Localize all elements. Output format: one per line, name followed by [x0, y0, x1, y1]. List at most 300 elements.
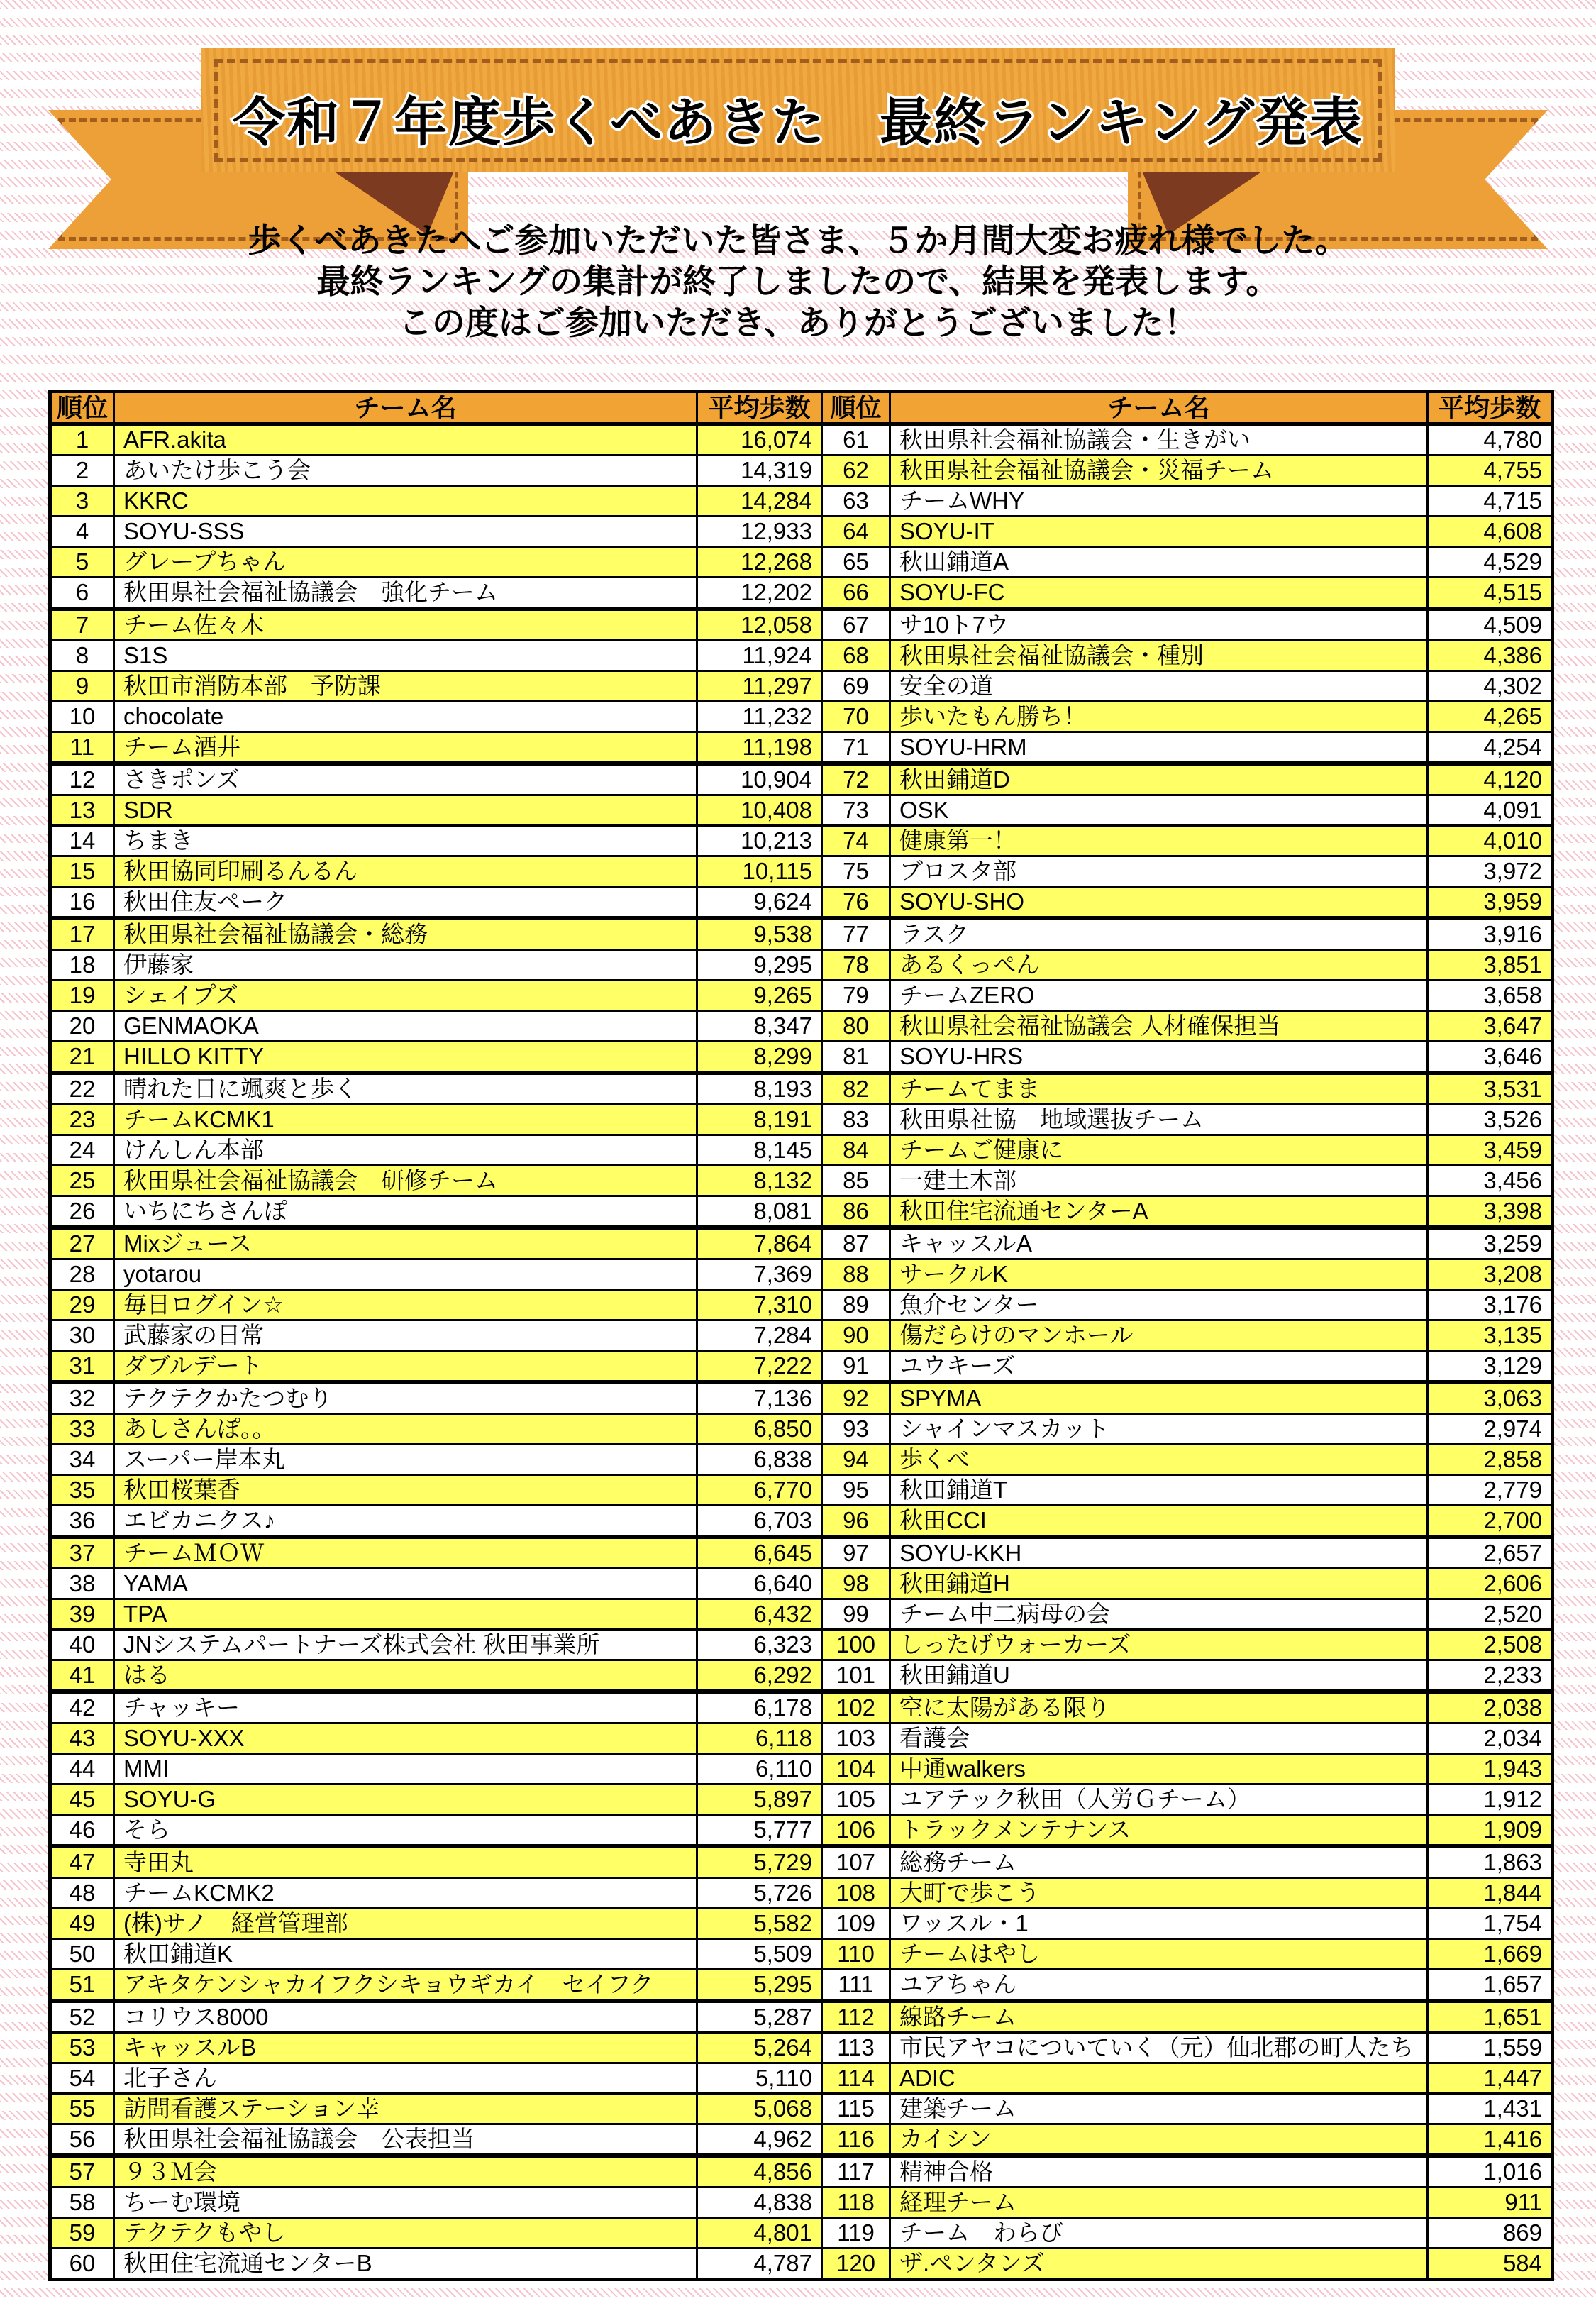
- left-rank-cell: 30: [50, 1320, 114, 1351]
- table-row: [50, 2249, 1553, 2280]
- right-rank-cell: 103: [822, 1723, 890, 1754]
- table-row: [50, 1723, 1553, 1754]
- right-rank-cell: 63: [822, 486, 890, 517]
- right-team-cell: チーム中二病母の会: [890, 1599, 1428, 1630]
- left-rank-cell: 35: [50, 1475, 114, 1506]
- right-team-cell: 線路チーム: [890, 2001, 1428, 2033]
- right-team-cell: チーム わらび: [890, 2218, 1428, 2249]
- table-row: [50, 1660, 1553, 1692]
- left-team-cell: エビカニクス♪: [114, 1506, 697, 1538]
- left-rank-cell: 15: [50, 856, 114, 887]
- right-steps-cell: 911: [1428, 2188, 1553, 2218]
- left-team-cell: ダブルデート: [114, 1351, 697, 1383]
- right-team-cell: チームWHY: [890, 486, 1428, 517]
- left-rank-cell: 50: [50, 1939, 114, 1970]
- right-team-cell: SOYU-HRM: [890, 732, 1428, 764]
- left-team-cell: あいたけ歩こう会: [114, 456, 697, 486]
- right-team-cell: SOYU-SHO: [890, 887, 1428, 919]
- left-rank-cell: 26: [50, 1196, 114, 1228]
- left-team-cell: チーム佐々木: [114, 609, 697, 641]
- right-rank-cell: 86: [822, 1196, 890, 1228]
- table-row: [50, 1754, 1553, 1784]
- right-steps-cell: 1,844: [1428, 1878, 1553, 1909]
- table-row: [50, 578, 1553, 609]
- right-rank-cell: 85: [822, 1166, 890, 1196]
- right-steps-cell: 869: [1428, 2218, 1553, 2249]
- right-steps-cell: 3,972: [1428, 856, 1553, 887]
- right-team-cell: 魚介センター: [890, 1290, 1428, 1320]
- table-row: [50, 2156, 1553, 2188]
- left-rank-cell: 19: [50, 981, 114, 1011]
- ranking-table-body: [50, 424, 1553, 2280]
- right-rank-cell: 91: [822, 1351, 890, 1383]
- left-steps-cell: 4,838: [697, 2188, 822, 2218]
- left-rank-cell: 14: [50, 826, 114, 856]
- left-team-cell: ちーむ環境: [114, 2188, 697, 2218]
- right-team-cell: 歩いたもん勝ち！: [890, 702, 1428, 732]
- right-steps-cell: 3,135: [1428, 1320, 1553, 1351]
- left-rank-cell: 3: [50, 486, 114, 517]
- left-steps-cell: 5,726: [697, 1878, 822, 1909]
- intro-text: [0, 220, 1596, 343]
- left-rank-cell: 12: [50, 763, 114, 795]
- table-row: [50, 732, 1553, 764]
- left-steps-cell: 9,538: [697, 918, 822, 950]
- left-team-cell: 秋田県社会福祉協議会 公表担当: [114, 2124, 697, 2156]
- left-rank-cell: 57: [50, 2156, 114, 2188]
- right-team-cell: 総務チーム: [890, 1846, 1428, 1878]
- right-rank-cell: 68: [822, 641, 890, 671]
- right-steps-cell: 3,647: [1428, 1011, 1553, 1042]
- left-team-cell: SDR: [114, 795, 697, 826]
- right-rank-cell: 73: [822, 795, 890, 826]
- right-steps-cell: 1,943: [1428, 1754, 1553, 1784]
- left-team-cell: チームKCMK2: [114, 1878, 697, 1909]
- left-rank-cell: 45: [50, 1784, 114, 1815]
- right-rank-cell: 109: [822, 1909, 890, 1939]
- right-steps-cell: 3,208: [1428, 1259, 1553, 1290]
- right-steps-cell: 4,265: [1428, 702, 1553, 732]
- right-team-cell: キャッスルA: [890, 1228, 1428, 1259]
- left-steps-cell: 8,145: [697, 1135, 822, 1166]
- right-team-cell: 市民アヤコについていく（元）仙北郡の町人たち: [890, 2033, 1428, 2063]
- left-rank-cell: 28: [50, 1259, 114, 1290]
- left-rank-cell: 40: [50, 1630, 114, 1660]
- right-team-cell: 秋田県社会福祉協議会 人材確保担当: [890, 1011, 1428, 1042]
- left-rank-cell: 39: [50, 1599, 114, 1630]
- right-steps-cell: 3,531: [1428, 1073, 1553, 1105]
- right-rank-cell: 72: [822, 763, 890, 795]
- right-team-cell: 秋田県社会福祉協議会・生きがい: [890, 424, 1428, 456]
- right-rank-cell: 89: [822, 1290, 890, 1320]
- left-team-cell: 秋田住宅流通センターB: [114, 2249, 697, 2280]
- left-steps-cell: 4,787: [697, 2249, 822, 2280]
- right-steps-cell: 4,608: [1428, 517, 1553, 547]
- left-team-cell: TPA: [114, 1599, 697, 1630]
- left-steps-cell: 4,801: [697, 2218, 822, 2249]
- right-team-cell: 安全の道: [890, 671, 1428, 702]
- right-steps-cell: 3,851: [1428, 950, 1553, 981]
- right-team-cell: 一建土木部: [890, 1166, 1428, 1196]
- right-rank-cell: 113: [822, 2033, 890, 2063]
- right-rank-cell: 101: [822, 1660, 890, 1692]
- right-team-cell: 経理チーム: [890, 2188, 1428, 2218]
- intro-line-3: この度はご参加いただき、ありがとうございました！: [398, 304, 1198, 341]
- left-steps-cell: 6,432: [697, 1599, 822, 1630]
- left-team-cell: chocolate: [114, 702, 697, 732]
- right-team-cell: 大町で歩こう: [890, 1878, 1428, 1909]
- right-team-cell: 建築チーム: [890, 2094, 1428, 2124]
- right-rank-cell: 66: [822, 578, 890, 609]
- left-team-cell: ９３Ｍ会: [114, 2156, 697, 2188]
- left-steps-cell: 9,265: [697, 981, 822, 1011]
- right-rank-cell: 97: [822, 1537, 890, 1569]
- left-steps-cell: 10,408: [697, 795, 822, 826]
- left-rank-cell: 52: [50, 2001, 114, 2033]
- left-steps-cell: 5,729: [697, 1846, 822, 1878]
- table-row: [50, 1599, 1553, 1630]
- left-team-cell: 訪問看護ステーション幸: [114, 2094, 697, 2124]
- right-rank-cell: 95: [822, 1475, 890, 1506]
- left-team-cell: そら: [114, 1815, 697, 1847]
- right-rank-cell: 62: [822, 456, 890, 486]
- right-steps-cell: 3,456: [1428, 1166, 1553, 1196]
- left-team-cell: 秋田県社会福祉協議会・総務: [114, 918, 697, 950]
- table-row: [50, 1382, 1553, 1414]
- right-rank-cell: 118: [822, 2188, 890, 2218]
- left-rank-cell: 33: [50, 1414, 114, 1445]
- left-steps-cell: 5,509: [697, 1939, 822, 1970]
- right-rank-cell: 115: [822, 2094, 890, 2124]
- right-rank-cell: 116: [822, 2124, 890, 2156]
- right-rank-cell: 100: [822, 1630, 890, 1660]
- left-team-cell: 秋田鋪道K: [114, 1939, 697, 1970]
- left-steps-cell: 16,074: [697, 424, 822, 456]
- left-steps-cell: 6,323: [697, 1630, 822, 1660]
- table-row: [50, 1630, 1553, 1660]
- left-steps-cell: 5,068: [697, 2094, 822, 2124]
- right-rank-cell: 112: [822, 2001, 890, 2033]
- right-team-cell: 秋田CCI: [890, 1506, 1428, 1538]
- right-team-cell: 歩くべ: [890, 1445, 1428, 1475]
- table-row: [50, 2033, 1553, 2063]
- right-rank-cell: 120: [822, 2249, 890, 2280]
- left-steps-cell: 5,264: [697, 2033, 822, 2063]
- right-rank-cell: 65: [822, 547, 890, 578]
- right-steps-cell: 3,646: [1428, 1042, 1553, 1074]
- left-steps-cell: 7,369: [697, 1259, 822, 1290]
- right-steps-cell: 4,302: [1428, 671, 1553, 702]
- right-steps-cell: 1,657: [1428, 1970, 1553, 2002]
- right-steps-cell: 1,431: [1428, 2094, 1553, 2124]
- right-steps-cell: 4,120: [1428, 763, 1553, 795]
- right-rank-cell: 84: [822, 1135, 890, 1166]
- table-row: [50, 1228, 1553, 1259]
- right-team-cell: ADIC: [890, 2063, 1428, 2094]
- right-steps-cell: 2,038: [1428, 1692, 1553, 1723]
- table-row: [50, 795, 1553, 826]
- right-team-cell: SOYU-KKH: [890, 1537, 1428, 1569]
- left-steps-cell: 8,299: [697, 1042, 822, 1074]
- right-steps-cell: 3,176: [1428, 1290, 1553, 1320]
- right-team-cell: ブロスタ部: [890, 856, 1428, 887]
- left-team-cell: スーパー岸本丸: [114, 1445, 697, 1475]
- right-team-cell: チームご健康に: [890, 1135, 1428, 1166]
- table-row: [50, 1105, 1553, 1135]
- table-row: [50, 1970, 1553, 2002]
- left-rank-cell: 37: [50, 1537, 114, 1569]
- right-rank-cell: 79: [822, 981, 890, 1011]
- right-steps-cell: 2,779: [1428, 1475, 1553, 1506]
- left-rank-cell: 59: [50, 2218, 114, 2249]
- left-rank-cell: 21: [50, 1042, 114, 1074]
- left-rank-cell: 9: [50, 671, 114, 702]
- right-rank-cell: 74: [822, 826, 890, 856]
- table-row: [50, 1846, 1553, 1878]
- right-team-cell: 健康第一！: [890, 826, 1428, 856]
- table-row: [50, 918, 1553, 950]
- right-team-cell: サ10ト7ウ: [890, 609, 1428, 641]
- left-rank-cell: 41: [50, 1660, 114, 1692]
- table-row: [50, 547, 1553, 578]
- left-team-cell: アキタケンシャカイフクシキョウギカイ セイフク: [114, 1970, 697, 2002]
- left-team-cell: 北子さん: [114, 2063, 697, 2094]
- table-row: [50, 981, 1553, 1011]
- right-steps-cell: 2,974: [1428, 1414, 1553, 1445]
- left-steps-cell: 8,347: [697, 1011, 822, 1042]
- left-rank-cell: 48: [50, 1878, 114, 1909]
- left-steps-cell: 12,933: [697, 517, 822, 547]
- right-rank-cell: 94: [822, 1445, 890, 1475]
- left-rank-cell: 44: [50, 1754, 114, 1784]
- right-team-cell: チームてまま: [890, 1073, 1428, 1105]
- header-rank-left: 順位: [50, 392, 114, 424]
- right-rank-cell: 80: [822, 1011, 890, 1042]
- right-rank-cell: 102: [822, 1692, 890, 1723]
- left-steps-cell: 8,193: [697, 1073, 822, 1105]
- right-rank-cell: 88: [822, 1259, 890, 1290]
- table-row: [50, 1784, 1553, 1815]
- table-row: [50, 2124, 1553, 2156]
- left-rank-cell: 10: [50, 702, 114, 732]
- right-rank-cell: 107: [822, 1846, 890, 1878]
- left-team-cell: グレープちゃん: [114, 547, 697, 578]
- left-steps-cell: 6,703: [697, 1506, 822, 1538]
- left-team-cell: HILLO KITTY: [114, 1042, 697, 1074]
- right-steps-cell: 4,386: [1428, 641, 1553, 671]
- left-team-cell: さきポンズ: [114, 763, 697, 795]
- table-row: [50, 1445, 1553, 1475]
- left-team-cell: 寺田丸: [114, 1846, 697, 1878]
- left-team-cell: 伊藤家: [114, 950, 697, 981]
- right-team-cell: シャインマスカット: [890, 1414, 1428, 1445]
- left-rank-cell: 16: [50, 887, 114, 919]
- left-steps-cell: 4,962: [697, 2124, 822, 2156]
- left-team-cell: GENMAOKA: [114, 1011, 697, 1042]
- right-team-cell: 秋田住宅流通センターA: [890, 1196, 1428, 1228]
- right-steps-cell: 1,754: [1428, 1909, 1553, 1939]
- right-rank-cell: 64: [822, 517, 890, 547]
- left-rank-cell: 18: [50, 950, 114, 981]
- right-rank-cell: 75: [822, 856, 890, 887]
- left-team-cell: 秋田県社会福祉協議会 研修チーム: [114, 1166, 697, 1196]
- right-team-cell: しったげウォーカーズ: [890, 1630, 1428, 1660]
- table-header-row: [50, 392, 1553, 424]
- left-steps-cell: 12,268: [697, 547, 822, 578]
- table-row: [50, 456, 1553, 486]
- table-row: [50, 517, 1553, 547]
- table-row: [50, 1320, 1553, 1351]
- right-steps-cell: 3,658: [1428, 981, 1553, 1011]
- banner-title: 令和７年度歩くべあきた 最終ランキング発表: [233, 93, 1363, 152]
- left-team-cell: シェイプズ: [114, 981, 697, 1011]
- right-steps-cell: 3,916: [1428, 918, 1553, 950]
- right-team-cell: SOYU-FC: [890, 578, 1428, 609]
- table-row: [50, 1166, 1553, 1196]
- right-team-cell: SOYU-IT: [890, 517, 1428, 547]
- right-team-cell: 中通walkers: [890, 1754, 1428, 1784]
- left-team-cell: yotarou: [114, 1259, 697, 1290]
- left-steps-cell: 10,115: [697, 856, 822, 887]
- table-row: [50, 1196, 1553, 1228]
- table-row: [50, 826, 1553, 856]
- right-rank-cell: 82: [822, 1073, 890, 1105]
- left-steps-cell: 7,310: [697, 1290, 822, 1320]
- right-team-cell: あるくっぺん: [890, 950, 1428, 981]
- left-team-cell: ちまき: [114, 826, 697, 856]
- left-rank-cell: 47: [50, 1846, 114, 1878]
- left-rank-cell: 11: [50, 732, 114, 764]
- right-steps-cell: 1,863: [1428, 1846, 1553, 1878]
- left-team-cell: チャッキー: [114, 1692, 697, 1723]
- ranking-table: [48, 390, 1554, 2281]
- left-team-cell: AFR.akita: [114, 424, 697, 456]
- header-team-right: チーム名: [890, 392, 1428, 424]
- left-rank-cell: 17: [50, 918, 114, 950]
- left-steps-cell: 6,645: [697, 1537, 822, 1569]
- right-rank-cell: 70: [822, 702, 890, 732]
- right-steps-cell: 4,509: [1428, 609, 1553, 641]
- right-steps-cell: 4,755: [1428, 456, 1553, 486]
- right-steps-cell: 2,657: [1428, 1537, 1553, 1569]
- right-team-cell: 空に太陽がある限り: [890, 1692, 1428, 1723]
- left-team-cell: チームＭＯＷ: [114, 1537, 697, 1569]
- left-team-cell: チームKCMK1: [114, 1105, 697, 1135]
- table-row: [50, 1939, 1553, 1970]
- left-steps-cell: 6,838: [697, 1445, 822, 1475]
- left-rank-cell: 46: [50, 1815, 114, 1847]
- right-rank-cell: 76: [822, 887, 890, 919]
- right-team-cell: ユウキーズ: [890, 1351, 1428, 1383]
- left-rank-cell: 32: [50, 1382, 114, 1414]
- left-team-cell: KKRC: [114, 486, 697, 517]
- right-rank-cell: 114: [822, 2063, 890, 2094]
- left-team-cell: SOYU-XXX: [114, 1723, 697, 1754]
- table-row: [50, 641, 1553, 671]
- right-team-cell: SOYU-HRS: [890, 1042, 1428, 1074]
- left-steps-cell: 10,213: [697, 826, 822, 856]
- left-steps-cell: 6,110: [697, 1754, 822, 1784]
- right-steps-cell: 2,508: [1428, 1630, 1553, 1660]
- right-rank-cell: 61: [822, 424, 890, 456]
- left-steps-cell: 6,292: [697, 1660, 822, 1692]
- left-rank-cell: 4: [50, 517, 114, 547]
- left-steps-cell: 12,202: [697, 578, 822, 609]
- right-rank-cell: 110: [822, 1939, 890, 1970]
- table-row: [50, 424, 1553, 456]
- table-row: [50, 856, 1553, 887]
- right-rank-cell: 105: [822, 1784, 890, 1815]
- right-team-cell: 秋田県社会福祉協議会・災福チーム: [890, 456, 1428, 486]
- left-steps-cell: 5,777: [697, 1815, 822, 1847]
- header-rank-right: 順位: [822, 392, 890, 424]
- table-row: [50, 1475, 1553, 1506]
- left-rank-cell: 8: [50, 641, 114, 671]
- left-rank-cell: 29: [50, 1290, 114, 1320]
- right-rank-cell: 106: [822, 1815, 890, 1847]
- left-steps-cell: 14,319: [697, 456, 822, 486]
- left-rank-cell: 55: [50, 2094, 114, 2124]
- right-steps-cell: 2,606: [1428, 1569, 1553, 1599]
- right-team-cell: 看護会: [890, 1723, 1428, 1754]
- left-rank-cell: 34: [50, 1445, 114, 1475]
- left-rank-cell: 51: [50, 1970, 114, 2002]
- right-team-cell: 秋田鋪道H: [890, 1569, 1428, 1599]
- right-steps-cell: 3,398: [1428, 1196, 1553, 1228]
- right-steps-cell: 1,447: [1428, 2063, 1553, 2094]
- right-steps-cell: 4,091: [1428, 795, 1553, 826]
- left-steps-cell: 11,232: [697, 702, 822, 732]
- left-team-cell: テクテクもやし: [114, 2218, 697, 2249]
- right-team-cell: 傷だらけのマンホール: [890, 1320, 1428, 1351]
- right-steps-cell: 1,669: [1428, 1939, 1553, 1970]
- table-row: [50, 2001, 1553, 2033]
- right-steps-cell: 3,259: [1428, 1228, 1553, 1259]
- right-rank-cell: 67: [822, 609, 890, 641]
- right-team-cell: SPYMA: [890, 1382, 1428, 1414]
- right-rank-cell: 108: [822, 1878, 890, 1909]
- right-rank-cell: 83: [822, 1105, 890, 1135]
- right-steps-cell: 3,526: [1428, 1105, 1553, 1135]
- right-rank-cell: 117: [822, 2156, 890, 2188]
- table-row: [50, 1909, 1553, 1939]
- left-steps-cell: 5,287: [697, 2001, 822, 2033]
- table-row: [50, 1042, 1553, 1074]
- left-team-cell: チーム酒井: [114, 732, 697, 764]
- left-team-cell: Mixジュース: [114, 1228, 697, 1259]
- right-steps-cell: 2,520: [1428, 1599, 1553, 1630]
- left-steps-cell: 8,191: [697, 1105, 822, 1135]
- left-team-cell: S1S: [114, 641, 697, 671]
- right-team-cell: ワッスル・1: [890, 1909, 1428, 1939]
- intro-line-2: 最終ランキングの集計が終了しましたので、結果を発表します。: [316, 263, 1280, 300]
- left-steps-cell: 9,624: [697, 887, 822, 919]
- left-steps-cell: 8,081: [697, 1196, 822, 1228]
- header-team-left: チーム名: [114, 392, 697, 424]
- right-steps-cell: 4,715: [1428, 486, 1553, 517]
- right-steps-cell: 3,459: [1428, 1135, 1553, 1166]
- table-row: [50, 1073, 1553, 1105]
- left-rank-cell: 6: [50, 578, 114, 609]
- left-team-cell: YAMA: [114, 1569, 697, 1599]
- right-team-cell: 精神合格: [890, 2156, 1428, 2188]
- right-rank-cell: 104: [822, 1754, 890, 1784]
- table-row: [50, 702, 1553, 732]
- right-team-cell: 秋田県社会福祉協議会・種別: [890, 641, 1428, 671]
- table-row: [50, 1414, 1553, 1445]
- left-steps-cell: 7,864: [697, 1228, 822, 1259]
- left-team-cell: はる: [114, 1660, 697, 1692]
